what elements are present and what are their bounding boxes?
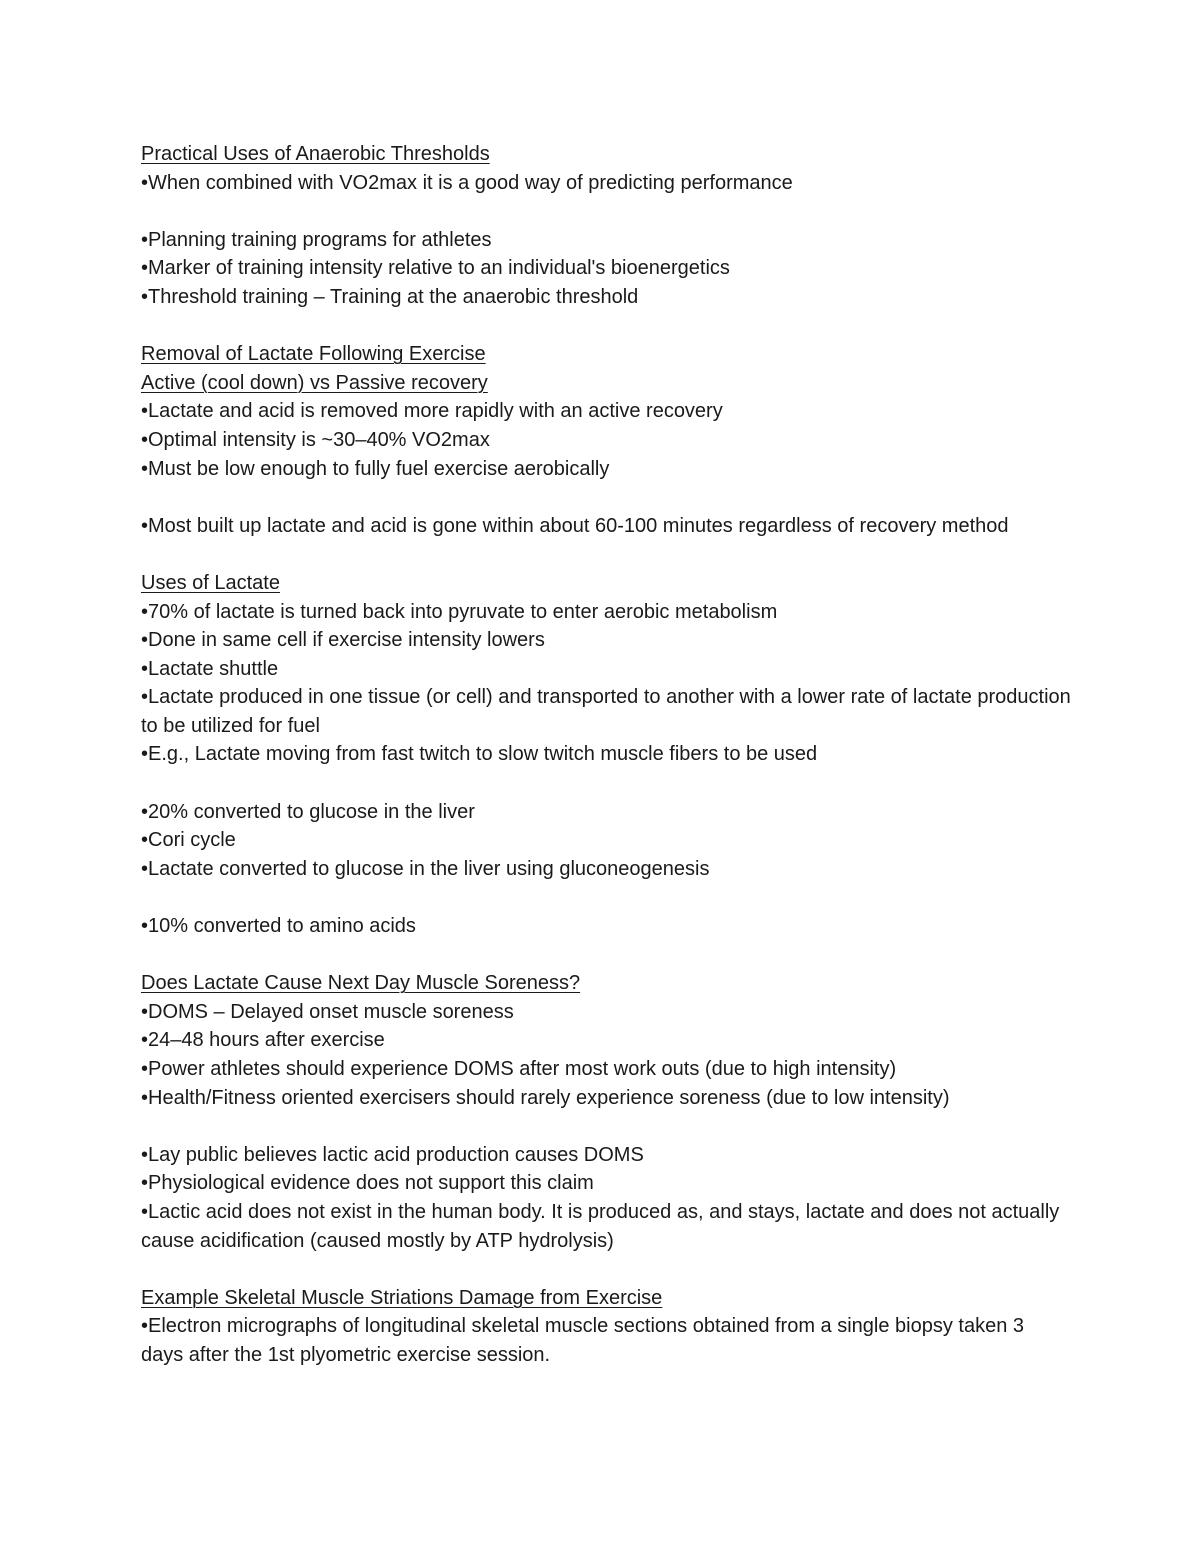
bullet-item: •Health/Fitness oriented exercisers should rarely experience soreness (due to low intensity) bbox=[141, 1086, 950, 1109]
bullet-item: •Must be low enough to fully fuel exercise aerobically bbox=[141, 457, 610, 480]
bullet-item: •Physiological evidence does not support this claim bbox=[141, 1172, 594, 1195]
bullet-item: •Lactate shuttle bbox=[141, 657, 279, 680]
bullet-item: •DOMS – Delayed onset muscle soreness bbox=[141, 1000, 514, 1023]
bullet-item: •Optimal intensity is ~30–40% VO2max bbox=[141, 428, 490, 451]
bullet-item: •E.g., Lactate moving from fast twitch to slow twitch muscle fibers to be used bbox=[141, 743, 818, 766]
bullet-item: •20% converted to glucose in the liver bbox=[141, 800, 475, 823]
section-subheading: Active (cool down) vs Passive recovery bbox=[141, 371, 488, 394]
blank-line bbox=[141, 883, 1071, 912]
bullet-item: •70% of lactate is turned back into pyruvate to enter aerobic metabolism bbox=[141, 600, 778, 623]
blank-line bbox=[141, 540, 1071, 569]
bullet-item: •Lactate and acid is removed more rapidly with an active recovery bbox=[141, 400, 723, 423]
blank-line bbox=[141, 312, 1071, 341]
bullet-item: •Electron micrographs of longitudinal skeletal muscle sections obtained from a single biopsy taken 3 days after the 1st plyometric exercise session. bbox=[141, 1315, 1025, 1366]
bullet-item: •Cori cycle bbox=[141, 829, 236, 852]
blank-line bbox=[141, 197, 1071, 226]
blank-line bbox=[141, 1255, 1071, 1284]
blank-line bbox=[141, 941, 1071, 970]
bullet-item: •Lactate produced in one tissue (or cell) and transported to another with a lower rate of lactate production to be utilized for fuel bbox=[141, 686, 1071, 737]
bullet-item: •Lactic acid does not exist in the human body. It is produced as, and stays, lactate and does not actually cause acidification (caused mostly by ATP hydrolysis) bbox=[141, 1200, 1060, 1252]
bullet-item: •10% converted to amino acids bbox=[141, 915, 416, 938]
section-heading: Removal of Lactate Following Exercise bbox=[141, 343, 486, 366]
section bbox=[141, 140, 1071, 312]
bullet-item: •Planning training programs for athletes bbox=[141, 228, 492, 251]
bullet-item: •Done in same cell if exercise intensity lowers bbox=[141, 629, 545, 652]
document-body bbox=[141, 140, 1071, 1370]
bullet-item: •Power athletes should experience DOMS after most work outs (due to high intensity) bbox=[141, 1058, 897, 1080]
bullet-item: •When combined with VO2max it is a good way of predicting performance bbox=[141, 171, 793, 194]
bullet-item: •Threshold training – Training at the anaerobic threshold bbox=[141, 285, 639, 308]
blank-line bbox=[141, 769, 1071, 798]
section bbox=[141, 969, 1071, 1255]
section-heading: Uses of Lactate bbox=[141, 571, 280, 594]
bullet-item: •Marker of training intensity relative to an individual's bioenergetics bbox=[141, 257, 730, 280]
section bbox=[141, 569, 1071, 941]
section-heading: Does Lactate Cause Next Day Muscle Soreness? bbox=[141, 972, 581, 995]
section bbox=[141, 340, 1071, 540]
bullet-item: •Lay public believes lactic acid production causes DOMS bbox=[141, 1143, 644, 1166]
bullet-item: •Lactate converted to glucose in the liver using gluconeogenesis bbox=[141, 857, 710, 880]
blank-line bbox=[141, 483, 1071, 512]
section-heading: Example Skeletal Muscle Striations Damage from Exercise bbox=[141, 1286, 663, 1309]
bullet-item: •Most built up lactate and acid is gone within about 60-100 minutes regardless of recovery method bbox=[141, 514, 1009, 537]
section bbox=[141, 1284, 1071, 1370]
blank-line bbox=[141, 1112, 1071, 1141]
section-heading: Practical Uses of Anaerobic Thresholds bbox=[141, 143, 490, 165]
bullet-item: •24–48 hours after exercise bbox=[141, 1029, 385, 1052]
